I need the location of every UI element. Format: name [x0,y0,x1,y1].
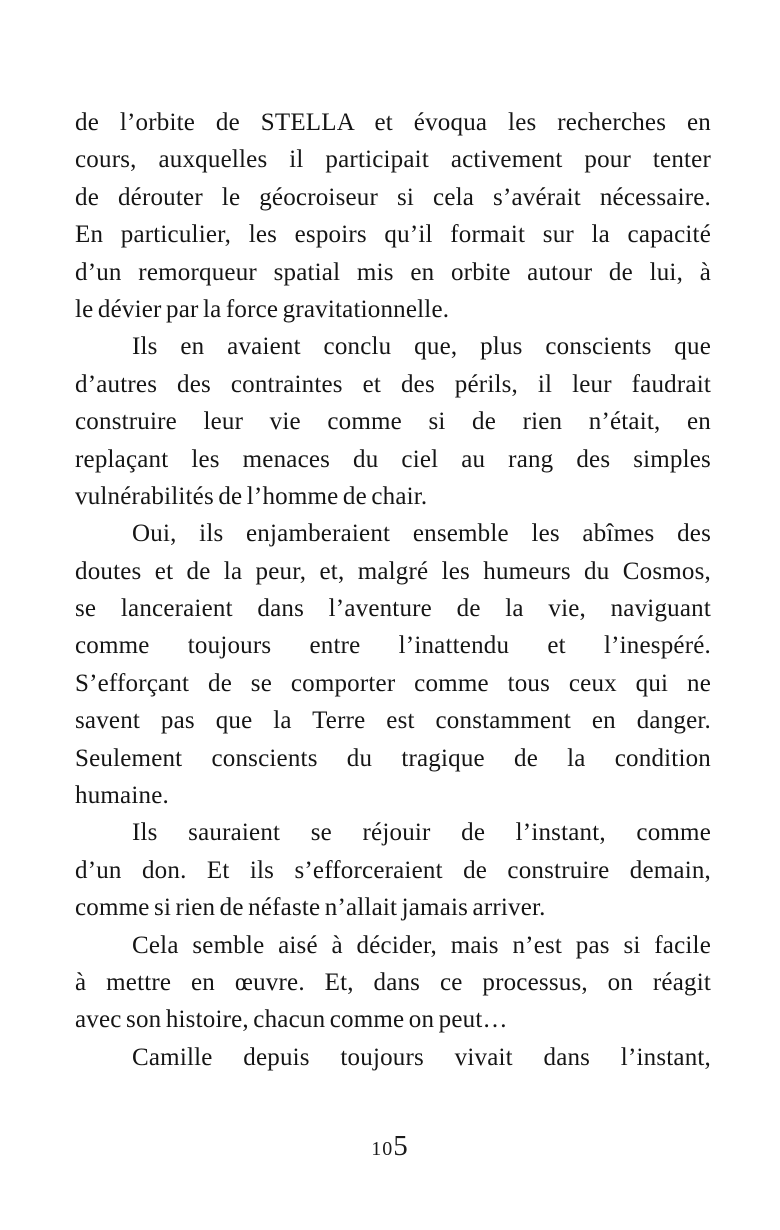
paragraph [75,515,711,814]
text-line: construire leur vie comme si de rien n’était, en [75,408,711,436]
text-line: Cela semble aisé à décider, mais n’est pas si facile [132,931,711,959]
text-line: S’efforçant de se comporter comme tous ceux qui ne [75,669,711,697]
paragraph [75,927,711,1039]
text-line: Seulement conscients du tragique de la condition [75,744,711,772]
paragraph [75,104,711,328]
text-line: se lanceraient dans l’aventure de la vie, naviguant [75,595,711,623]
text-line: replaçant les menaces du ciel au rang des simples [75,445,711,473]
text-line: d’un don. Et ils s’efforceraient de construire demain, [75,856,711,884]
paragraph [75,814,711,926]
text-line: vulnérabilités de l’homme de chair. [75,482,428,510]
text-line: En particulier, les espoirs qu’il formait sur la capacité [75,221,711,249]
text-line: comme toujours entre l’inattendu et l’inespéré. [75,632,711,660]
paragraph [75,1039,711,1076]
text-line: Ils sauraient se réjouir de l’instant, comme [132,819,711,847]
text-line: cours, auxquelles il participait activement pour tenter [75,146,711,174]
text-line: savent pas que la Terre est constamment en danger. [75,707,711,735]
text-line: à mettre en œuvre. Et, dans ce processus, on réagit [75,968,711,996]
text-line: de dérouter le géocroiseur si cela s’avérait nécessaire. [75,183,711,211]
paragraph [75,328,711,515]
page-number [0,1130,780,1163]
text-line: avec son histoire, chacun comme on peut… [75,1006,508,1034]
text-line: Ils en avaient conclu que, plus conscients que [132,333,711,361]
text-line: de l’orbite de STELLA et évoqua les recherches en [75,109,711,136]
text-line: comme si rien de néfaste n’allait jamais arriver. [75,894,546,922]
text-line: d’un remorqueur spatial mis en orbite autour de lui, à [75,258,711,286]
text-line: Oui, ils enjamberaient ensemble les abîmes des [132,520,711,548]
page-number-digit: 1 [371,1138,383,1160]
text-line: le dévier par la force gravitationnelle. [75,295,450,323]
page-number-digit: 0 [382,1138,394,1160]
text-line: d’autres des contraintes et des périls, il leur faudrait [75,370,711,398]
text-line: humaine. [75,782,169,810]
text-block [75,104,711,1076]
text-line: Camille depuis toujours vivait dans l’instant, [132,1043,711,1071]
text-line: doutes et de la peur, et, malgré les humeurs du Cosmos, [75,557,711,585]
page-number-digit: 5 [393,1130,409,1162]
